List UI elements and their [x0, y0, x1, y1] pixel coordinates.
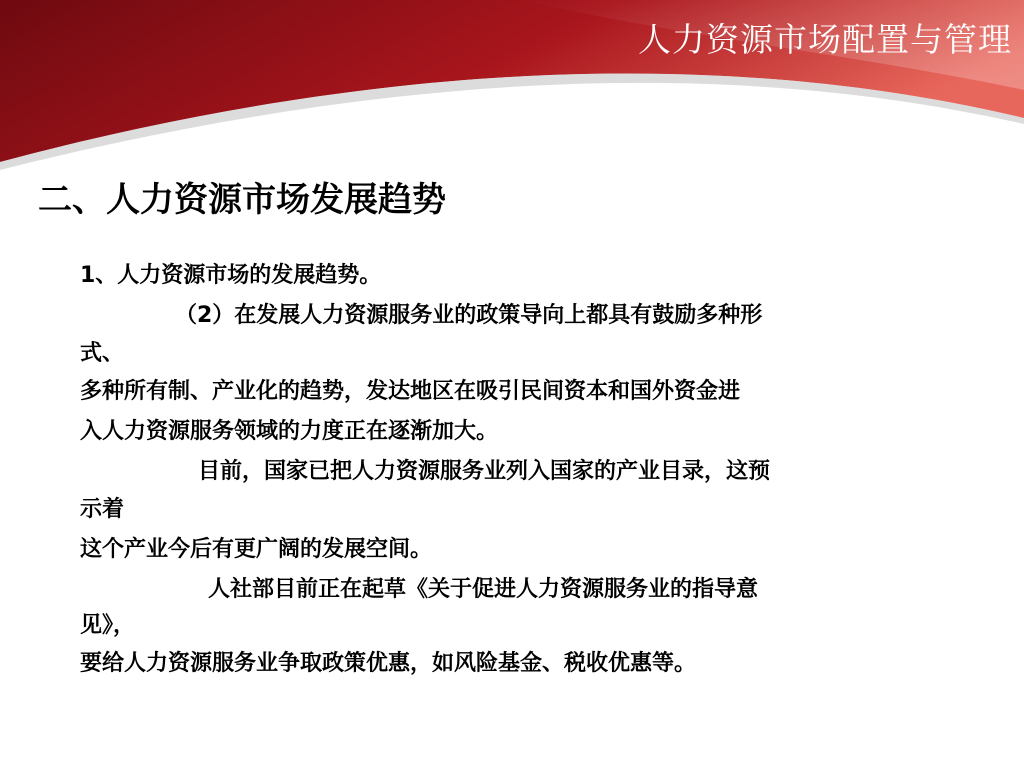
header-title: 人力资源市场配置与管理 [638, 20, 1012, 59]
paragraph-line: 入人力资源服务领域的力度正在逐渐加大。 [80, 419, 499, 444]
paragraph-line: 见》， [80, 613, 136, 638]
paragraph-line: 多种所有制、产业化的趋势，发达地区在吸引民间资本和国外资金进 [80, 379, 741, 404]
paragraph-line: 式、 [80, 341, 125, 366]
paragraph-line: 人社部目前正在起草《关于促进人力资源服务业的指导意 [208, 577, 759, 602]
paragraph-line: （2）在发展人力资源服务业的政策导向上都具有鼓励多种形 [175, 303, 763, 328]
paragraph-line: 要给人力资源服务业争取政策优惠，如风险基金、税收优惠等。 [80, 651, 697, 676]
paragraph-line: 目前，国家已把人力资源服务业列入国家的产业目录，这预 [198, 459, 771, 484]
subheading: 1、人力资源市场的发展趋势。 [80, 263, 382, 288]
paragraph-line: 这个产业今后有更广阔的发展空间。 [80, 537, 433, 562]
section-heading: 二、人力资源市场发展趋势 [38, 180, 446, 220]
paragraph-line: 示着 [80, 497, 125, 522]
